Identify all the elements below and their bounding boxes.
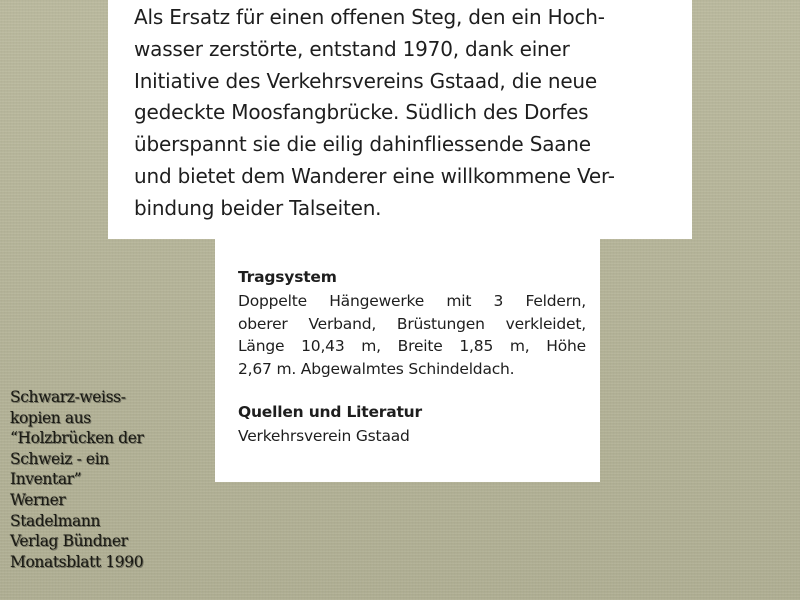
quellen-heading: Quellen und Literatur [238,403,422,421]
caption-line: Werner [10,490,66,509]
caption-line: Schweiz - ein [10,449,109,468]
details-paper [215,239,600,482]
caption-line: kopien aus [10,408,91,427]
intro-paragraph-line: und bietet dem Wanderer eine willkommene Ver- [134,163,615,188]
tragsystem-line: oberer Verband, Brüstungen verkleidet, [238,314,586,333]
intro-paragraph-line: Initiative des Verkehrsvereins Gstaad, die neue [134,68,598,93]
intro-paragraph-line: gedeckte Moosfangbrücke. Südlich des Dorfes [134,100,589,125]
source-caption [10,387,210,572]
caption-line: Monatsblatt 1990 [10,552,144,571]
intro-paragraph-line: bindung beider Talseiten. [134,195,382,220]
quellen-text: Verkehrsverein Gstaad [238,427,410,445]
intro-paragraph-line: Als Ersatz für einen offenen Steg, den ein Hoch- [134,5,605,29]
tragsystem-line: Länge 10,43 m, Breite 1,85 m, Höhe [238,337,586,355]
tragsystem-heading: Tragsystem [238,268,337,286]
intro-paragraph-paper [108,0,692,239]
caption-line: Verlag Bündner [10,532,128,551]
caption-line: Stadelmann [10,511,101,530]
intro-paragraph-line: überspannt sie die eilig dahinfliessende Saane [134,132,591,157]
caption-line: “Holzbrücken der [10,429,144,448]
caption-line: Inventar” [10,470,82,489]
tragsystem-line: Doppelte Hängewerke mit 3 Feldern, [238,292,586,310]
tragsystem-line: 2,67 m. Abgewalmtes Schindeldach. [238,359,515,378]
intro-paragraph-line: wasser zerstörte, entstand 1970, dank einer [134,36,570,61]
caption-line: Schwarz-weiss- [10,388,126,406]
tragsystem-text [238,290,586,380]
